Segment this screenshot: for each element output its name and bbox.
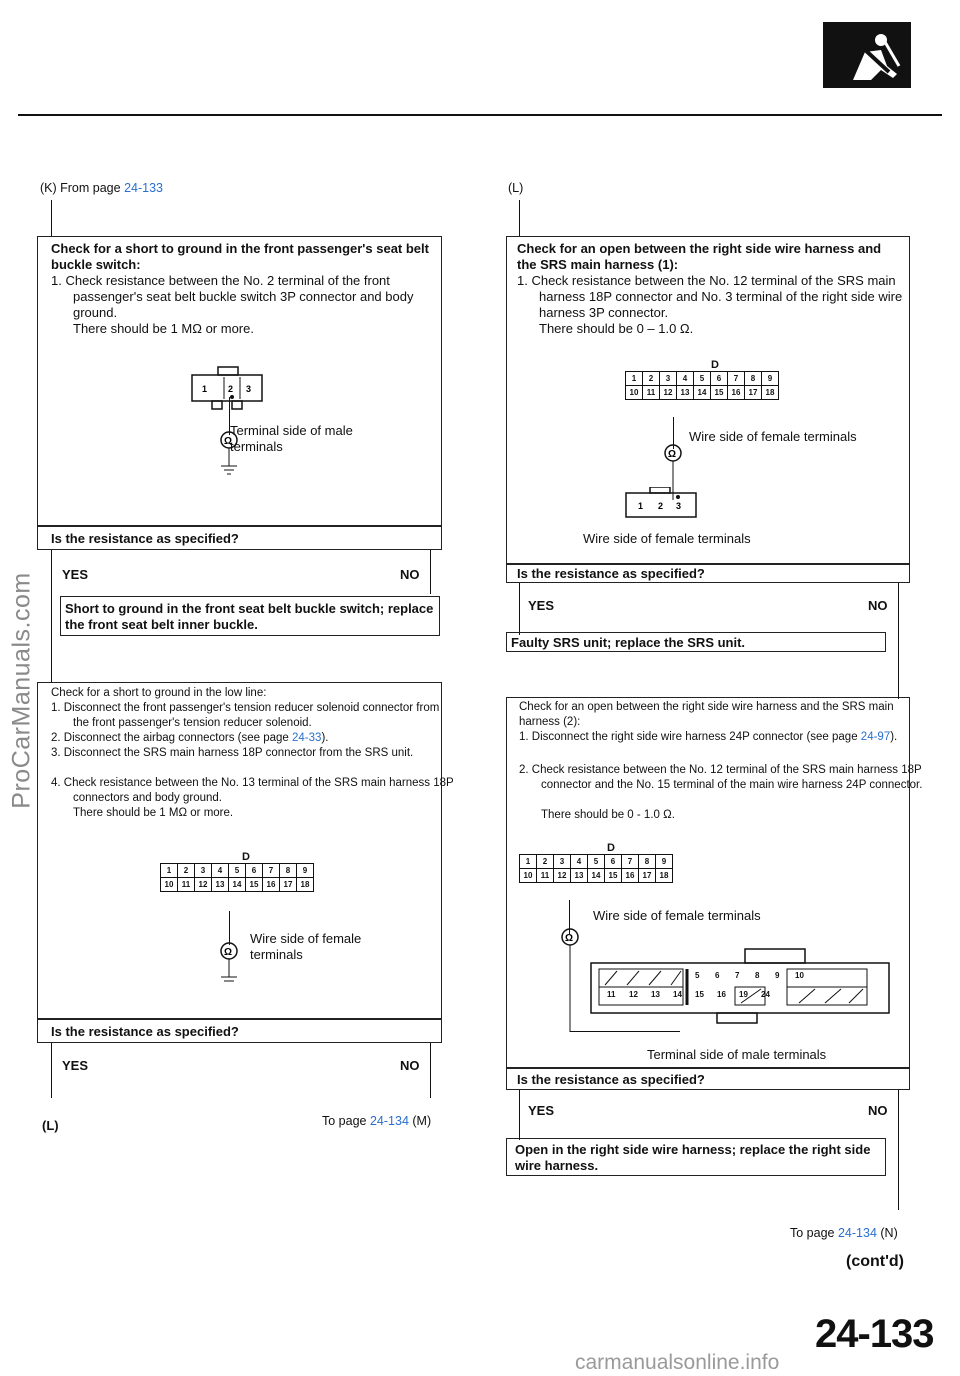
pin-13: 13 bbox=[212, 878, 229, 892]
pin-15: 15 bbox=[246, 878, 263, 892]
left-to-m: To page 24-134 (M) bbox=[322, 1114, 432, 1128]
contd-label: (cont'd) bbox=[846, 1253, 905, 1270]
pin-11: 11 bbox=[643, 386, 660, 400]
pin-1: 1 bbox=[626, 372, 643, 386]
link-24-134-m[interactable]: 24-134 bbox=[369, 1114, 409, 1128]
pin-15: 15 bbox=[605, 869, 622, 883]
pin-11: 11 bbox=[537, 869, 554, 883]
pin-3: 3 bbox=[554, 855, 571, 869]
watermark: ProCarManuals.com bbox=[7, 572, 36, 809]
pin-10: 10 bbox=[626, 386, 643, 400]
pin-13: 13 bbox=[651, 990, 660, 999]
pin-13: 13 bbox=[571, 869, 588, 883]
connector-3p-right bbox=[622, 487, 702, 523]
pin-18: 18 bbox=[656, 869, 673, 883]
pin-17: 17 bbox=[639, 869, 656, 883]
pin-7: 7 bbox=[735, 971, 740, 980]
svg-text:Ω: Ω bbox=[565, 933, 574, 944]
pin-1: 1 bbox=[520, 855, 537, 869]
left-from-label: (K) From page 24-133 bbox=[40, 181, 163, 195]
left-to-l: (L) bbox=[42, 1118, 59, 1133]
pin-3: 3 bbox=[660, 372, 677, 386]
header-rule bbox=[18, 114, 942, 116]
right-to-n: To page 24-134 (N) bbox=[790, 1226, 898, 1240]
pin-8: 8 bbox=[745, 372, 762, 386]
pin-6: 6 bbox=[605, 855, 622, 869]
pin-10: 10 bbox=[520, 869, 537, 883]
left-box1-step1: 1. Check resistance between the No. 2 terminal of the front passenger's seat belt buckle switch 3P connector and body ground. bbox=[51, 273, 414, 320]
pin-8: 8 bbox=[639, 855, 656, 869]
right-yes-1: YES bbox=[528, 598, 555, 613]
pin-10: 10 bbox=[795, 971, 804, 980]
pin-17: 17 bbox=[745, 386, 762, 400]
pin-5: 5 bbox=[229, 864, 246, 878]
pin-9: 9 bbox=[656, 855, 673, 869]
pin-1: 1 bbox=[202, 384, 208, 394]
right-check-box-1: Check for an open between the right side wire harness and the SRS main harness (1): 1. Check resistance between the No. 12 terminal of the SRS main harness 18P connector and No. 3 terminal of the right side wire harness 3P connector. There should be 0 – 1.0 Ω. D 1 2 3 4 5 6 7 8 9 10 11 12 13 14 15 16 17 18 Wire side of female terminals Ω 1 2 3 Wire side of female terminals bbox=[506, 236, 910, 565]
pin-15: 15 bbox=[711, 386, 728, 400]
left-question-2: Is the resistance as specified? bbox=[37, 1019, 442, 1043]
connector-3p-diagram bbox=[188, 365, 268, 417]
pin-14: 14 bbox=[694, 386, 711, 400]
pin-12: 12 bbox=[554, 869, 571, 883]
svg-text:Ω: Ω bbox=[224, 947, 233, 958]
pin-9: 9 bbox=[762, 372, 779, 386]
right-result-2: Open in the right side wire harness; replace the right side wire harness. bbox=[506, 1138, 886, 1176]
pin-2: 2 bbox=[178, 864, 195, 878]
pin-15: 15 bbox=[695, 990, 704, 999]
left-yes-1: YES bbox=[62, 567, 89, 582]
pin-14: 14 bbox=[229, 878, 246, 892]
left-box1-spec: There should be 1 MΩ or more. bbox=[73, 321, 254, 336]
pin-14: 14 bbox=[673, 990, 682, 999]
left-yes-2: YES bbox=[62, 1058, 89, 1073]
pin-1: 1 bbox=[161, 864, 178, 878]
pin-4: 4 bbox=[212, 864, 229, 878]
pin-2: 2 bbox=[228, 384, 234, 394]
pin-12: 12 bbox=[629, 990, 638, 999]
header-icon-box bbox=[823, 22, 911, 88]
svg-text:Ω: Ω bbox=[224, 436, 233, 447]
pin-4: 4 bbox=[571, 855, 588, 869]
right-from-label: (L) bbox=[508, 181, 524, 195]
left-check-box-1 bbox=[37, 236, 442, 526]
left-link-24-33[interactable]: 24-33 bbox=[292, 732, 322, 744]
pin-16: 16 bbox=[622, 869, 639, 883]
right-no-1: NO bbox=[868, 598, 888, 613]
svg-text:3: 3 bbox=[676, 501, 682, 511]
pin-12: 12 bbox=[660, 386, 677, 400]
left-no-1: NO bbox=[400, 567, 420, 582]
connector-18p-left bbox=[160, 863, 314, 892]
right-yes-2: YES bbox=[528, 1103, 555, 1118]
connector-18p-right-2 bbox=[519, 854, 673, 883]
pin-14: 14 bbox=[588, 869, 605, 883]
link-24-134-n[interactable]: 24-134 bbox=[837, 1226, 877, 1240]
pin-2: 2 bbox=[643, 372, 660, 386]
pin-9: 9 bbox=[297, 864, 314, 878]
pin-11: 11 bbox=[607, 990, 616, 999]
pin-24: 24 bbox=[761, 990, 770, 999]
pin-13: 13 bbox=[677, 386, 694, 400]
left-check-box-2: Check for a short to ground in the low line: 1. Disconnect the front passenger's tension reducer solenoid connector from the front passenger's tension reducer solenoid. 2. Disconnect the airbag connectors (see page 24-33). 3. Disconnect the SRS main harness 18P connector from the SRS unit. 4. Check resistance between the No. 13 terminal of the SRS main harness 18P connectors and body ground. There should be 1 MΩ or more. D 1 2 3 4 5 6 7 8 9 10 11 12 13 14 15 16 17 18 Ω Wire side of female terminals bbox=[37, 682, 442, 1019]
pin-16: 16 bbox=[717, 990, 726, 999]
pin-16: 16 bbox=[263, 878, 280, 892]
svg-text:Ω: Ω bbox=[668, 449, 677, 460]
pin-3: 3 bbox=[246, 384, 252, 394]
pin-10: 10 bbox=[161, 878, 178, 892]
pin-12: 12 bbox=[195, 878, 212, 892]
right-no-2: NO bbox=[868, 1103, 888, 1118]
pin-5: 5 bbox=[695, 971, 700, 980]
pin-11: 11 bbox=[178, 878, 195, 892]
ground-probe-icon bbox=[218, 941, 242, 991]
connector-18p-right-1 bbox=[625, 371, 779, 400]
pin-3: 3 bbox=[195, 864, 212, 878]
right-check-box-2: Check for an open between the right side wire harness and the SRS main harness (2): 1. Disconnect the right side wire harness 24P connector (see page 24-97). 2. Check resistance between the No. 12 terminal of the SRS main harness 18P connector and the No. 15 terminal of the main wire harness 24P connector. There should be 0 - 1.0 Ω. D 1 2 3 4 5 6 7 8 9 10 11 12 13 14 15 16 17 18 Wire side of female terminals Ω 5 6 7 8 9 10 11 12 13 14 15 16 19 24 Terminal side of male terminals bbox=[506, 697, 910, 1068]
pin-18: 18 bbox=[762, 386, 779, 400]
pin-19: 19 bbox=[739, 990, 748, 999]
pin-18: 18 bbox=[297, 878, 314, 892]
pin-6: 6 bbox=[715, 971, 720, 980]
pin-5: 5 bbox=[588, 855, 605, 869]
pin-8: 8 bbox=[755, 971, 760, 980]
pin-8: 8 bbox=[280, 864, 297, 878]
left-box1-title: Check for a short to ground in the front passenger's seat belt buckle switch: bbox=[51, 241, 429, 272]
pin-16: 16 bbox=[728, 386, 745, 400]
pin-7: 7 bbox=[622, 855, 639, 869]
connector-24p-diagram bbox=[587, 943, 897, 1035]
pin-6: 6 bbox=[711, 372, 728, 386]
right-question-1: Is the resistance as specified? bbox=[506, 563, 910, 583]
left-no-2: NO bbox=[400, 1058, 420, 1073]
pin-6: 6 bbox=[246, 864, 263, 878]
pin-7: 7 bbox=[728, 372, 745, 386]
right-link-24-97[interactable]: 24-97 bbox=[860, 731, 891, 743]
site-watermark: carmanualsonline.info bbox=[575, 1351, 780, 1374]
svg-text:1: 1 bbox=[638, 501, 644, 511]
pin-9: 9 bbox=[775, 971, 780, 980]
svg-text:2: 2 bbox=[658, 501, 664, 511]
pin-17: 17 bbox=[280, 878, 297, 892]
page-number: 24-133 bbox=[815, 1312, 934, 1356]
left-question-1: Is the resistance as specified? bbox=[37, 526, 442, 550]
left-result-1: Short to ground in the front seat belt buckle switch; replace the front seat belt inner buckle. bbox=[60, 596, 440, 636]
left-box1-caption: Terminal side of male terminals bbox=[230, 423, 353, 454]
pin-5: 5 bbox=[694, 372, 711, 386]
pin-2: 2 bbox=[537, 855, 554, 869]
seatbelt-airbag-icon bbox=[823, 22, 911, 88]
pin-7: 7 bbox=[263, 864, 280, 878]
right-question-2: Is the resistance as specified? bbox=[506, 1068, 910, 1090]
ohmmeter-probe-icon-2 bbox=[559, 926, 583, 1034]
right-result-1: Faulty SRS unit; replace the SRS unit. bbox=[506, 632, 886, 652]
left-from-link[interactable]: 24-133 bbox=[124, 181, 163, 195]
pin-4: 4 bbox=[677, 372, 694, 386]
